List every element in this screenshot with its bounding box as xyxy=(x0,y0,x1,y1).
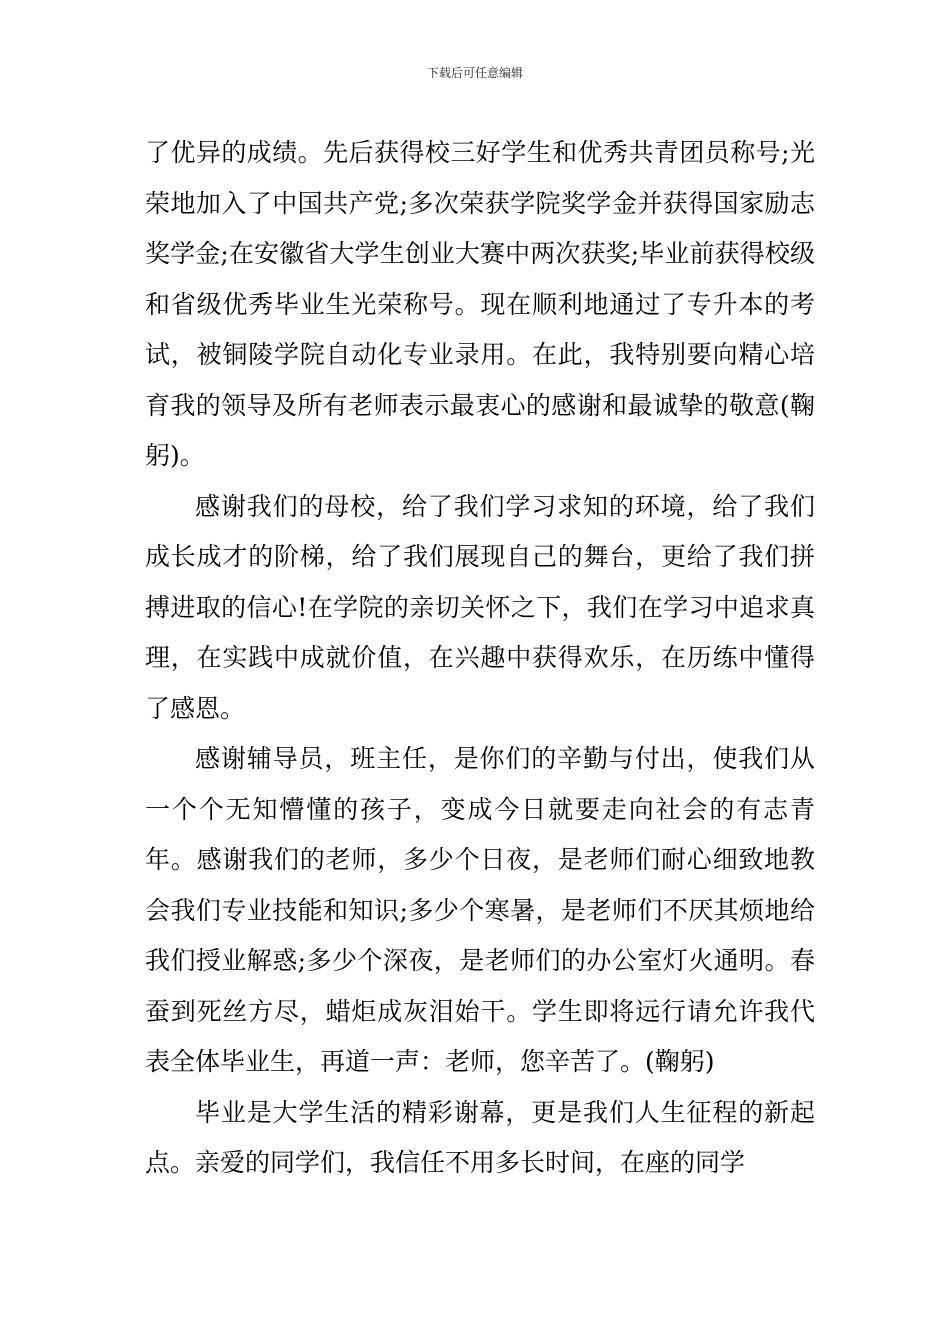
paragraph-1: 了优异的成绩。先后获得校三好学生和优秀共青团员称号;光荣地加入了中国共产党;多次荣获学院奖学金并获得国家励志奖学金;在安徽省大学生创业大赛中两次获奖;毕业前获得校级和省级优秀毕业生光荣称号。现在顺利地通过了专升本的考试，被铜陵学院自动化专业录用。在此，我特别要向精心培育我的领导及所有老师表示最衷心的感谢和最诚挚的敬意(鞠躬)。 xyxy=(145,138,815,470)
document-body xyxy=(145,128,815,1189)
paragraph-3: 感谢辅导员，班主任，是你们的辛勤与付出，使我们从一个个无知懵懂的孩子，变成今日就要走向社会的有志青年。感谢我们的老师，多少个日夜，是老师们耐心细致地教会我们专业技能和知识;多少个寒暑，是老师们不厌其烦地给我们授业解惑;多少个深夜，是老师们的办公室灯火通明。春蚕到死丝方尽，蜡炬成灰泪始干。学生即将远行请允许我代表全体毕业生，再道一声：老师，您辛苦了。(鞠躬) xyxy=(145,744,815,1076)
paragraph-4: 毕业是大学生活的精彩谢幕，更是我们人生征程的新起点。亲爱的同学们，我信任不用多长时间，在座的同学 xyxy=(145,1097,815,1177)
paragraph-2: 感谢我们的母校，给了我们学习求知的环境，给了我们成长成才的阶梯，给了我们展现自己的舞台，更给了我们拼搏进取的信心!在学院的亲切关怀之下，我们在学习中追求真理，在实践中成就价值，在兴趣中获得欢乐，在历练中懂得了感恩。 xyxy=(145,491,815,723)
page-header: 下载后可任意编辑 xyxy=(426,66,523,80)
